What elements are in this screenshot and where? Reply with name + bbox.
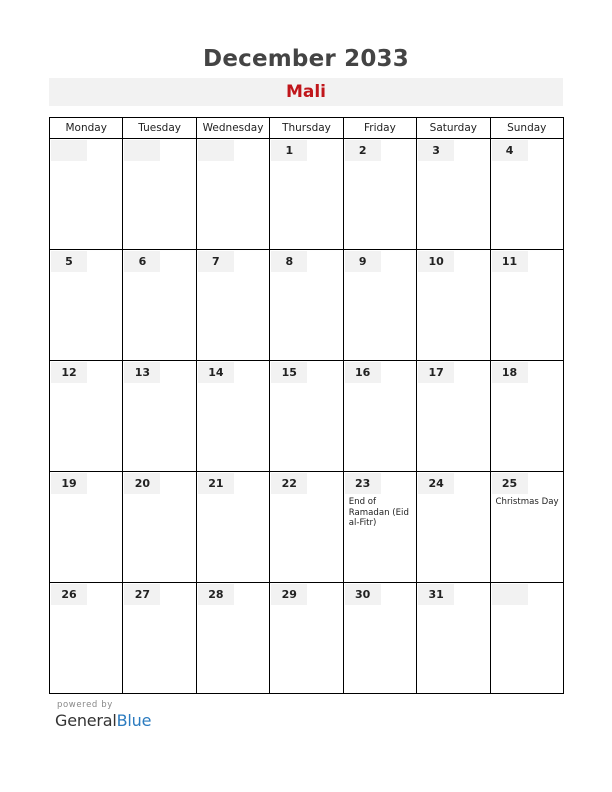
day-number: 19 [51, 473, 87, 494]
day-cell [417, 139, 490, 250]
day-number: 6 [124, 251, 160, 272]
week-row [50, 250, 564, 361]
week-row [50, 472, 564, 583]
day-cell [123, 583, 196, 694]
day-number: 5 [51, 251, 87, 272]
empty-day-cell [123, 139, 196, 250]
day-cell [490, 472, 563, 583]
day-cell [270, 361, 343, 472]
holiday-label: End of Ramadan (Eid al-Fitr) [348, 497, 409, 528]
day-number: 2 [345, 140, 381, 161]
brand-name-blue: Blue [116, 711, 152, 730]
country-name: Mali [285, 82, 327, 102]
weekday-header: Wednesday [196, 118, 269, 139]
day-number: 13 [124, 362, 160, 383]
day-cell [270, 139, 343, 250]
day-cell [343, 472, 416, 583]
country-banner [49, 78, 563, 106]
day-cell [270, 472, 343, 583]
day-cell [417, 472, 490, 583]
day-number: 9 [345, 251, 381, 272]
page-title: December 2033 [203, 46, 409, 72]
day-cell [343, 250, 416, 361]
day-number [124, 140, 160, 161]
day-cell [196, 583, 269, 694]
day-number: 25 [492, 473, 528, 494]
day-cell [196, 361, 269, 472]
day-cell [123, 250, 196, 361]
day-number: 12 [51, 362, 87, 383]
day-cell [417, 250, 490, 361]
holiday-label: Christmas Day [495, 497, 559, 507]
weekday-header: Saturday [417, 118, 490, 139]
week-row [50, 361, 564, 472]
day-number: 3 [418, 140, 454, 161]
day-cell [343, 583, 416, 694]
day-cell [196, 472, 269, 583]
day-cell [123, 361, 196, 472]
week-row [50, 583, 564, 694]
day-number [492, 584, 528, 605]
day-cell [417, 361, 490, 472]
day-number: 17 [418, 362, 454, 383]
brand-logo[interactable] [55, 711, 151, 730]
day-cell [270, 250, 343, 361]
day-number: 31 [418, 584, 454, 605]
day-cell [490, 250, 563, 361]
week-row [50, 139, 564, 250]
weekday-header: Thursday [270, 118, 343, 139]
day-cell [50, 250, 123, 361]
weekday-header: Tuesday [123, 118, 196, 139]
day-number: 30 [345, 584, 381, 605]
day-cell [196, 250, 269, 361]
day-number: 4 [492, 140, 528, 161]
empty-day-cell [196, 139, 269, 250]
day-cell [343, 361, 416, 472]
day-number: 27 [124, 584, 160, 605]
day-number: 22 [271, 473, 307, 494]
day-number [198, 140, 234, 161]
day-cell [343, 139, 416, 250]
weekday-header: Friday [343, 118, 416, 139]
day-number: 15 [271, 362, 307, 383]
day-cell [50, 361, 123, 472]
day-number: 14 [198, 362, 234, 383]
day-cell [417, 583, 490, 694]
day-number: 20 [124, 473, 160, 494]
day-cell [270, 583, 343, 694]
calendar-body [50, 139, 564, 694]
weekday-header: Monday [50, 118, 123, 139]
calendar-grid [49, 117, 564, 694]
day-number: 23 [345, 473, 381, 494]
day-cell [123, 472, 196, 583]
day-cell [50, 472, 123, 583]
day-number: 10 [418, 251, 454, 272]
day-number: 24 [418, 473, 454, 494]
empty-day-cell [50, 139, 123, 250]
day-cell [490, 139, 563, 250]
footer [55, 700, 151, 730]
powered-by-label: powered by [57, 700, 113, 710]
brand-name-general: General [55, 711, 117, 730]
day-number: 7 [198, 251, 234, 272]
day-number: 1 [271, 140, 307, 161]
day-number: 26 [51, 584, 87, 605]
weekday-header-row [50, 118, 564, 139]
day-number: 16 [345, 362, 381, 383]
day-cell [490, 361, 563, 472]
day-number: 11 [492, 251, 528, 272]
day-number: 18 [492, 362, 528, 383]
day-number: 21 [198, 473, 234, 494]
day-number: 8 [271, 251, 307, 272]
day-number [51, 140, 87, 161]
empty-day-cell [490, 583, 563, 694]
weekday-header: Sunday [490, 118, 563, 139]
day-number: 28 [198, 584, 234, 605]
day-cell [50, 583, 123, 694]
day-number: 29 [271, 584, 307, 605]
